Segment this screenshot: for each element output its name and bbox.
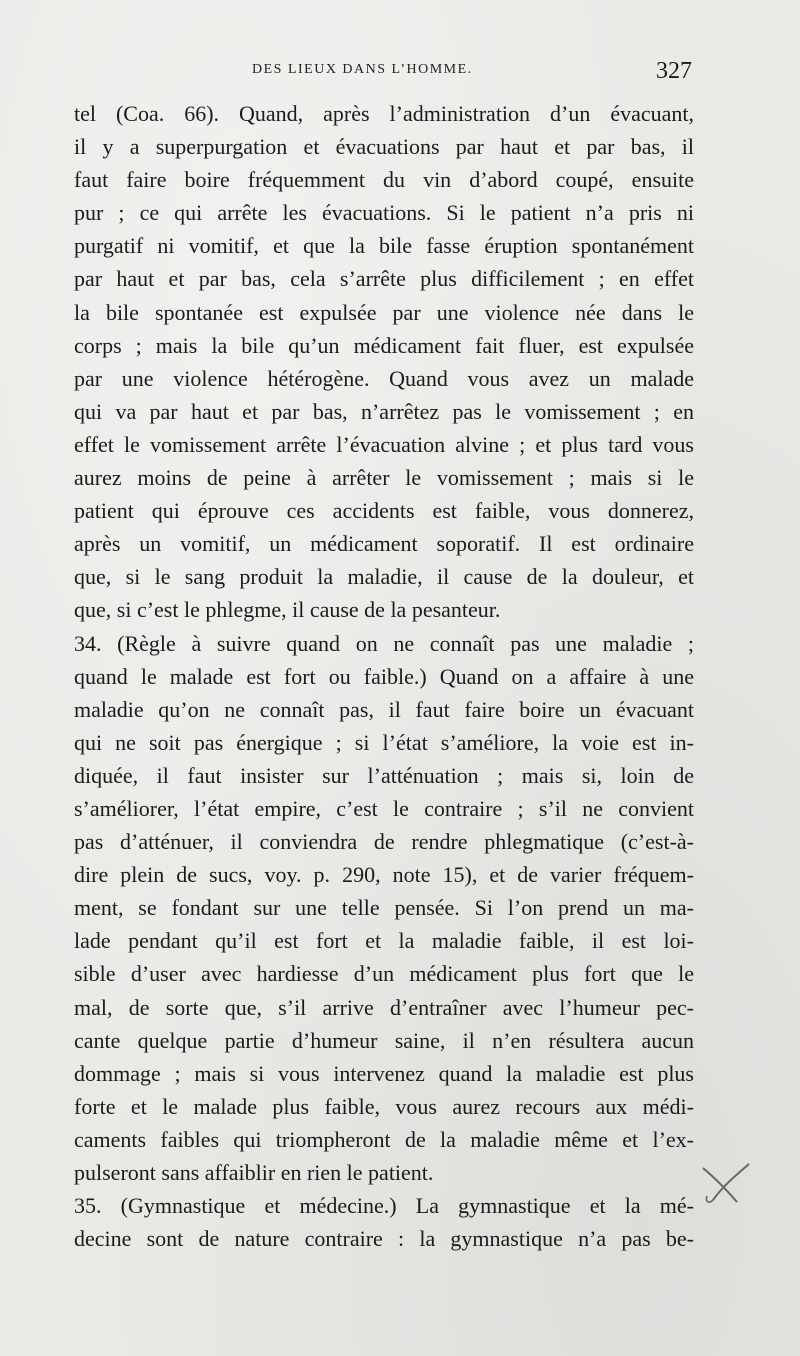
text-line: après un vomitif, un médicament soporatif. Il est ordinaire: [74, 531, 694, 557]
text-line: dommage ; mais si vous intervenez quand la maladie est plus: [74, 1060, 694, 1086]
text-line: patient qui éprouve ces accidents est faible, vous donnerez,: [74, 498, 694, 524]
text-line: 34. (Règle à suivre quand on ne connaît pas une maladie ;: [74, 630, 694, 656]
text-line: pulseront sans affaiblir en rien le patient.: [74, 1160, 434, 1185]
text-line: lade pendant qu’il est fort et la maladie faible, il est loi-: [74, 928, 694, 954]
text-line: effet le vomissement arrête l’évacuation alvine ; et plus tard vous: [74, 431, 694, 457]
text-line: quand le malade est fort ou faible.) Quand on a affaire à une: [74, 663, 694, 689]
text-line: diquée, il faut insister sur l’atténuation ; mais si, loin de: [74, 762, 694, 788]
text-line: dire plein de sucs, voy. p. 290, note 15), et de varier fréquem-: [74, 862, 694, 888]
text-line: caments faibles qui triompheront de la maladie même et l’ex-: [74, 1126, 694, 1152]
body-text: [74, 97, 694, 1255]
text-line: s’améliorer, l’état empire, c’est le contraire ; s’il ne convient: [74, 795, 694, 821]
text-line: decine sont de nature contraire : la gymnastique n’a pas be-: [74, 1226, 694, 1252]
text-line: qui ne soit pas énergique ; si l’état s’améliore, la voie est in-: [74, 729, 694, 755]
text-line: pur ; ce qui arrête les évacuations. Si le patient n’a pris ni: [74, 200, 694, 226]
text-line: qui va par haut et par bas, n’arrêtez pas le vomissement ; en: [74, 398, 694, 424]
text-line: pas d’atténuer, il conviendra de rendre phlegmatique (c’est-à-: [74, 829, 694, 855]
running-header: DES LIEUX DANS L’HOMME.: [252, 62, 473, 77]
text-line: tel (Coa. 66). Quand, après l’administration d’un évacuant,: [74, 101, 694, 126]
page-number: 327: [656, 58, 692, 84]
text-line: sible d’user avec hardiesse d’un médicament plus fort que le: [74, 961, 694, 987]
text-line: purgatif ni vomitif, et que la bile fasse éruption spontanément: [74, 233, 694, 259]
text-line: cante quelque partie d’humeur saine, il n’en résultera aucun: [74, 1027, 694, 1053]
pencil-cross-mark-icon: [695, 1158, 755, 1208]
text-line: il y a superpurgation et évacuations par haut et par bas, il: [74, 134, 694, 160]
text-line: aurez moins de peine à arrêter le vomissement ; mais si le: [74, 465, 694, 491]
text-line: corps ; mais la bile qu’un médicament fait fluer, est expulsée: [74, 332, 694, 358]
text-line: que, si le sang produit la maladie, il cause de la douleur, et: [74, 564, 694, 590]
text-line: que, si c’est le phlegme, il cause de la pesanteur.: [74, 597, 501, 623]
text-line: mal, de sorte que, s’il arrive d’entraîner avec l’humeur pec-: [74, 994, 694, 1020]
text-line: par une violence hétérogène. Quand vous avez un malade: [74, 365, 694, 391]
text-line: la bile spontanée est expulsée par une violence née dans le: [74, 299, 694, 325]
text-line: maladie qu’on ne connaît pas, il faut faire boire un évacuant: [74, 696, 694, 722]
text-line: 35. (Gymnastique et médecine.) La gymnastique et la mé-: [74, 1193, 694, 1219]
text-line: ment, se fondant sur une telle pensée. Si l’on prend un ma-: [74, 895, 694, 921]
text-line: par haut et par bas, cela s’arrête plus difficilement ; en effet: [74, 266, 694, 292]
text-line: forte et le malade plus faible, vous aurez recours aux médi-: [74, 1093, 694, 1119]
text-line: faut faire boire fréquemment du vin d’abord coupé, ensuite: [74, 167, 694, 193]
